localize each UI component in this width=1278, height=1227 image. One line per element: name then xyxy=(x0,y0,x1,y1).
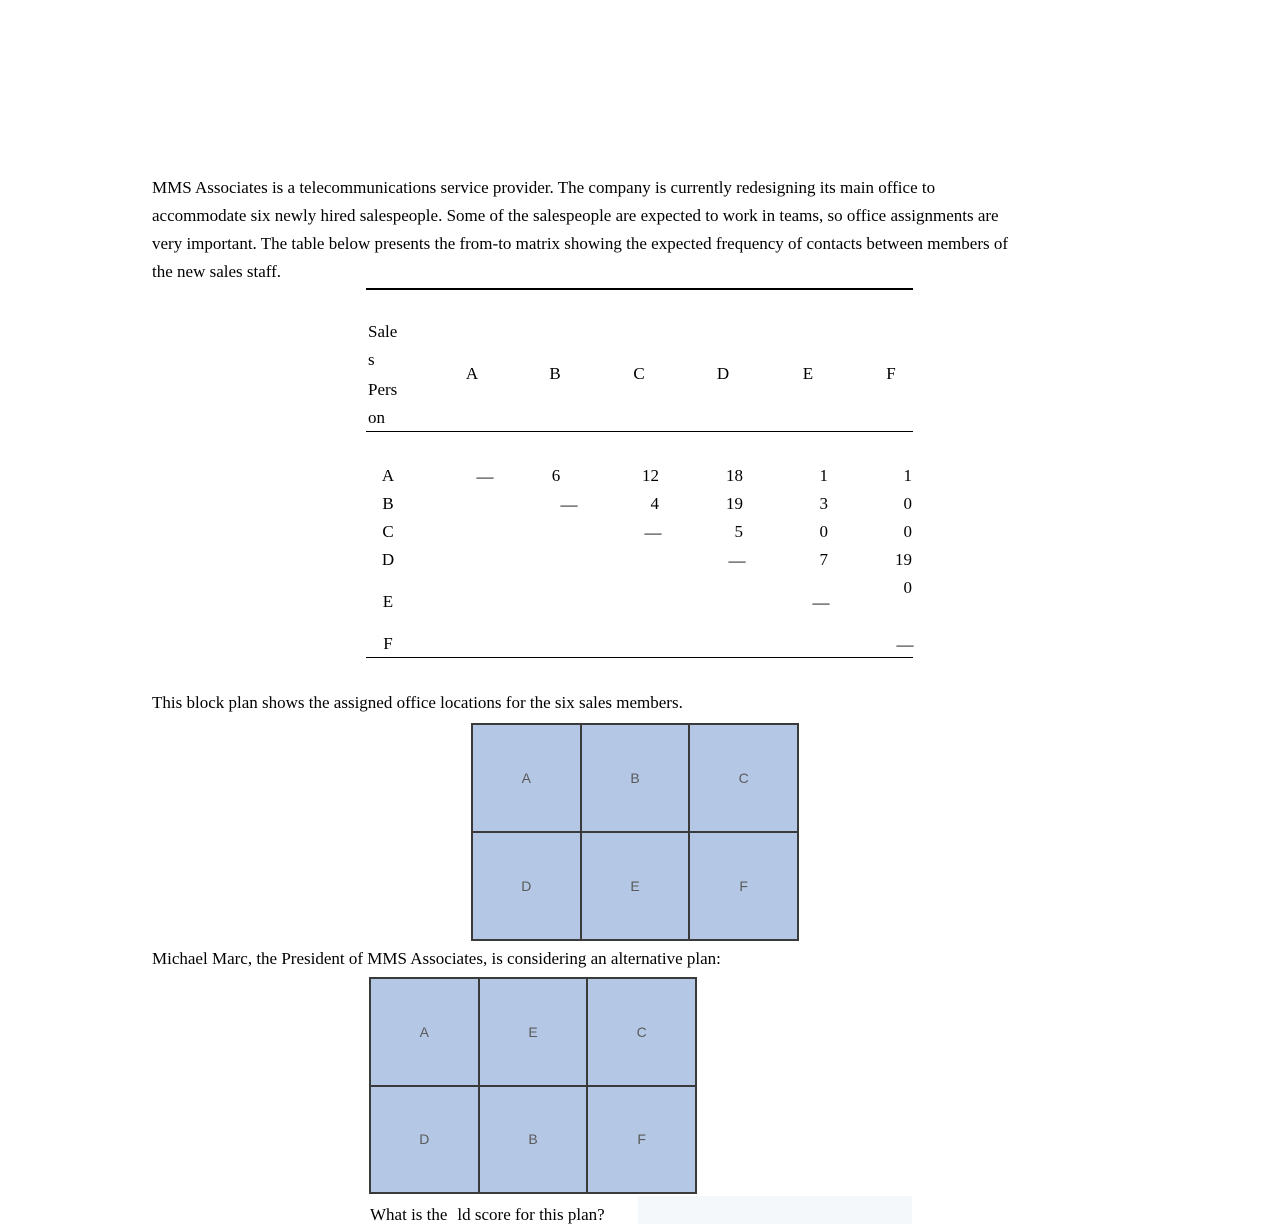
row-label-c: C xyxy=(382,522,394,541)
office-cell: F xyxy=(587,1086,696,1194)
office-cell: C xyxy=(689,724,798,832)
alternative-plan-caption: Michael Marc, the President of MMS Associates, is considering an alternative plan: xyxy=(152,949,721,968)
table-header-rule xyxy=(366,431,913,432)
office-cell: B xyxy=(479,1086,588,1194)
row-label-a: A xyxy=(381,466,395,485)
table-top-rule xyxy=(366,288,913,290)
header-label-line: Sale xyxy=(368,322,398,341)
column-header-c: C xyxy=(633,364,645,383)
office-cell: D xyxy=(472,832,581,940)
header-label-line: Pers xyxy=(368,380,398,399)
office-cell: E xyxy=(581,832,690,940)
answer-input[interactable] xyxy=(638,1196,912,1224)
block-plan-current xyxy=(471,723,799,941)
block-plan-alternative xyxy=(369,977,697,1194)
column-header-b: B xyxy=(549,364,561,383)
table-cell: 5 xyxy=(734,522,743,541)
table-cell: — xyxy=(644,523,662,542)
column-header-d: D xyxy=(716,364,730,383)
header-label-line: on xyxy=(368,408,385,427)
question-part-2: ld score for this plan? xyxy=(457,1205,605,1224)
row-label-e: E xyxy=(382,592,394,611)
office-cell: F xyxy=(689,832,798,940)
table-cell: 0 xyxy=(903,522,912,541)
column-header-f: F xyxy=(886,364,896,383)
table-cell: 0 xyxy=(903,578,912,597)
header-label-line: s xyxy=(368,350,375,369)
table-cell: — xyxy=(896,635,914,654)
table-cell: — xyxy=(812,593,830,612)
row-label-d: D xyxy=(381,550,395,569)
table-cell: — xyxy=(560,495,578,514)
table-cell: — xyxy=(728,551,746,570)
table-cell: 1 xyxy=(903,466,912,485)
table-cell: 0 xyxy=(903,494,912,513)
row-label-b: B xyxy=(382,494,394,513)
column-header-a: A xyxy=(465,364,479,383)
table-cell: — xyxy=(476,467,494,486)
office-cell: B xyxy=(581,724,690,832)
table-cell: 19 xyxy=(895,550,912,569)
question-part-1: What is the xyxy=(370,1205,448,1224)
blockplan-caption: This block plan shows the assigned office locations for the six sales members. xyxy=(152,693,683,712)
table-cell: 1 xyxy=(819,466,828,485)
table-cell: 12 xyxy=(642,466,659,485)
question-text xyxy=(370,1203,605,1227)
office-cell: C xyxy=(587,978,696,1086)
table-bottom-rule xyxy=(366,657,913,658)
office-cell: A xyxy=(370,978,479,1086)
table-cell: 6 xyxy=(551,466,561,485)
office-cell: E xyxy=(479,978,588,1086)
table-cell: 3 xyxy=(819,494,828,513)
office-cell: A xyxy=(472,724,581,832)
table-cell: 0 xyxy=(819,522,828,541)
table-cell: 19 xyxy=(726,494,743,513)
row-label-f: F xyxy=(383,634,393,653)
column-header-e: E xyxy=(802,364,814,383)
table-cell: 7 xyxy=(819,550,828,569)
intro-paragraph: MMS Associates is a telecommunications service provider. The company is currently redesigning its main office to accommodate six newly hired salespeople. Some of the salespeople are expected to work in teams, so office assignments are very important. The table below presents the from-to matrix showing the expected frequency of contacts between members of the new sales staff. xyxy=(152,178,1009,281)
table-cell: 18 xyxy=(726,466,743,485)
table-cell: 4 xyxy=(650,494,659,513)
office-cell: D xyxy=(370,1086,479,1194)
